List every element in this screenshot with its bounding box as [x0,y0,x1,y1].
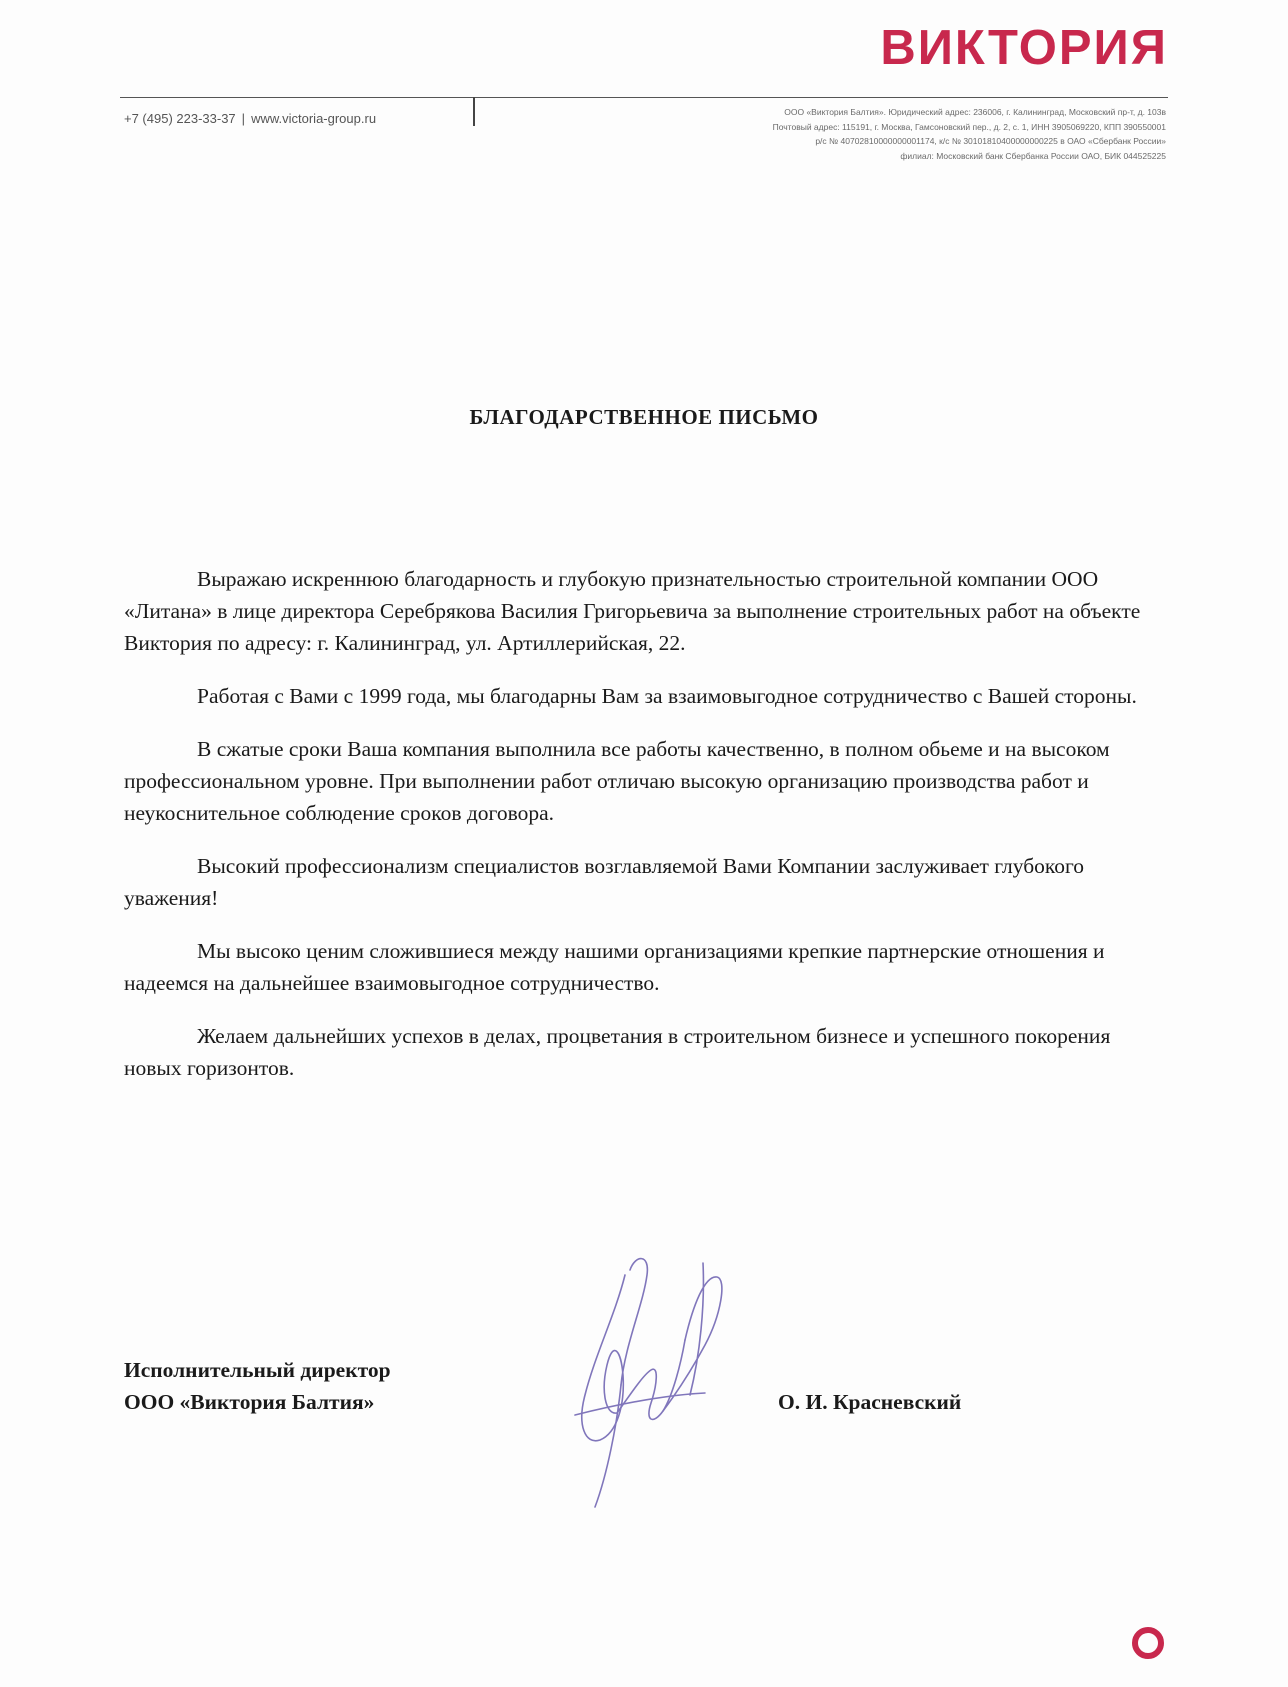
body-paragraph: Желаем дальнейших успехов в делах, процветания в строительном бизнесе и успешного покорения новых горизонтов. [124,1024,1111,1080]
body-paragraph: В сжатые сроки Ваша компания выполнила все работы качественно, в полном обьеме и на высоком профессиональном уровне. При выполнении работ отличаю высокую организацию производства работ и неукоснительное соблюдение сроков договора. [124,737,1110,825]
body-paragraph: Работая с Вами с 1999 года, мы благодарны Вам за взаимовыгодное сотрудничество с Вашей стороны. [197,684,1137,708]
requisites-line: ООО «Виктория Балтия». Юридический адрес: 236006, г. Калининград, Московский пр-т, д. 103в [784,107,1166,117]
body-paragraph: Выражаю искреннюю благодарность и глубокую признательностью строительной компании ООО «Литана» в лице директора Серебрякова Василия Григорьевича за выполнение строительных работ на объекте Виктория по адресу: г. Калининград, ул. Артиллерийская, 22. [124,567,1141,655]
document-title: БЛАГОДАРСТВЕННОЕ ПИСЬМО [469,405,819,429]
logo-o-mark-icon [1128,1623,1168,1663]
requisites-line: Почтовый адрес: 115191, г. Москва, Гамсоновский пер., д. 2, с. 1, ИНН 3905069220, КПП 390550001 [772,121,1166,132]
signer-name: О. И. Красневский [778,1390,962,1414]
signer-position [124,1354,391,1418]
header-divider [473,97,475,126]
header-contacts [124,111,376,126]
body-paragraph: Мы высоко ценим сложившиеся между нашими организациями крепкие партнерские отношения и надеемся на дальнейшее взаимовыгодное сотрудничество. [124,939,1105,995]
contact-website: www.victoria-group.ru [251,111,377,126]
company-logo: ВИКТОРИЯ [880,21,1168,75]
letter-body [124,563,1160,1105]
signer-company: ООО «Виктория Балтия» [124,1390,375,1414]
header-requisites [606,105,1166,163]
body-paragraph: Высокий профессионализм специалистов возглавляемой Вами Компании заслуживает глубокого уважения! [124,854,1085,910]
requisites-line: р/с № 40702810000000001174, к/с № 30101810400000000225 в ОАО «Сбербанк России» [815,136,1166,146]
handwritten-signature [555,1245,745,1515]
header-rule [120,97,1168,98]
contact-phone: +7 (495) 223-33-37 [124,111,236,126]
requisites-line: филиал: Московский банк Сбербанка России ОАО, БИК 044525225 [900,150,1166,161]
contact-separator: | [241,111,246,126]
signer-position-title: Исполнительный директор [124,1358,391,1382]
